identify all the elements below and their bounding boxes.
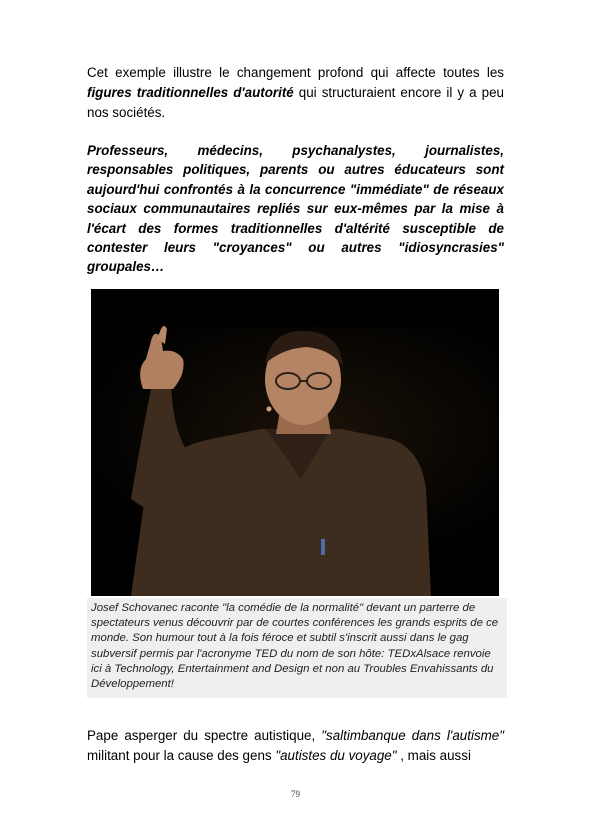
paragraph-asperger	[87, 726, 504, 766]
paragraph-intro-emphasis: figures traditionnelles d'autorité	[87, 85, 294, 100]
paragraph-asperger-text-3: , mais aussi	[396, 748, 471, 763]
speaker-photo-illustration	[91, 289, 499, 596]
paragraph-asperger-text-2: militant pour la cause des gens	[87, 748, 276, 763]
paragraph-intro-text-after: qui structuraient encore il y a peu nos sociétés.	[87, 85, 504, 120]
photo-caption: Josef Schovanec raconte "la comédie de la normalité" devant un parterre de spectateurs venus découvrir par de courtes conférences les grands esprits de ce monde. Son humour tout à la fois féroce et subtil s'inscrit aussi dans le gag subversif permis par l'acronyme TED du nom de son hôte: TEDxAlsace renvoie ici à Technology, Entertainment and Design et non au Troubles Envahissants du Développement!	[87, 598, 507, 698]
paragraph-asperger-quote-1: "saltimbanque dans l'autisme"	[321, 728, 504, 743]
paragraph-authority-figures: Professeurs, médecins, psychanalystes, journalistes, responsables politiques, parents ou autres éducateurs sont aujourd'hui confrontés à la concurrence "immédiate" de réseaux sociaux communautaires repliés sur eux-mêmes par la mise à l'écart des formes traditionnelles d'altérité susceptible de contester leurs "croyances" ou autres "idiosyncrasies" groupales…	[87, 143, 504, 275]
paragraph-asperger-quote-2: "autistes du voyage"	[275, 748, 397, 763]
paragraph-intro-text-before: Cet exemple illustre le changement profond qui affecte toutes les	[87, 65, 504, 80]
speaker-photo	[91, 289, 499, 596]
paragraph-asperger-text-1: Pape asperger du spectre autistique,	[87, 728, 322, 743]
page-number: 79	[291, 789, 300, 799]
paragraph-intro	[87, 63, 504, 123]
